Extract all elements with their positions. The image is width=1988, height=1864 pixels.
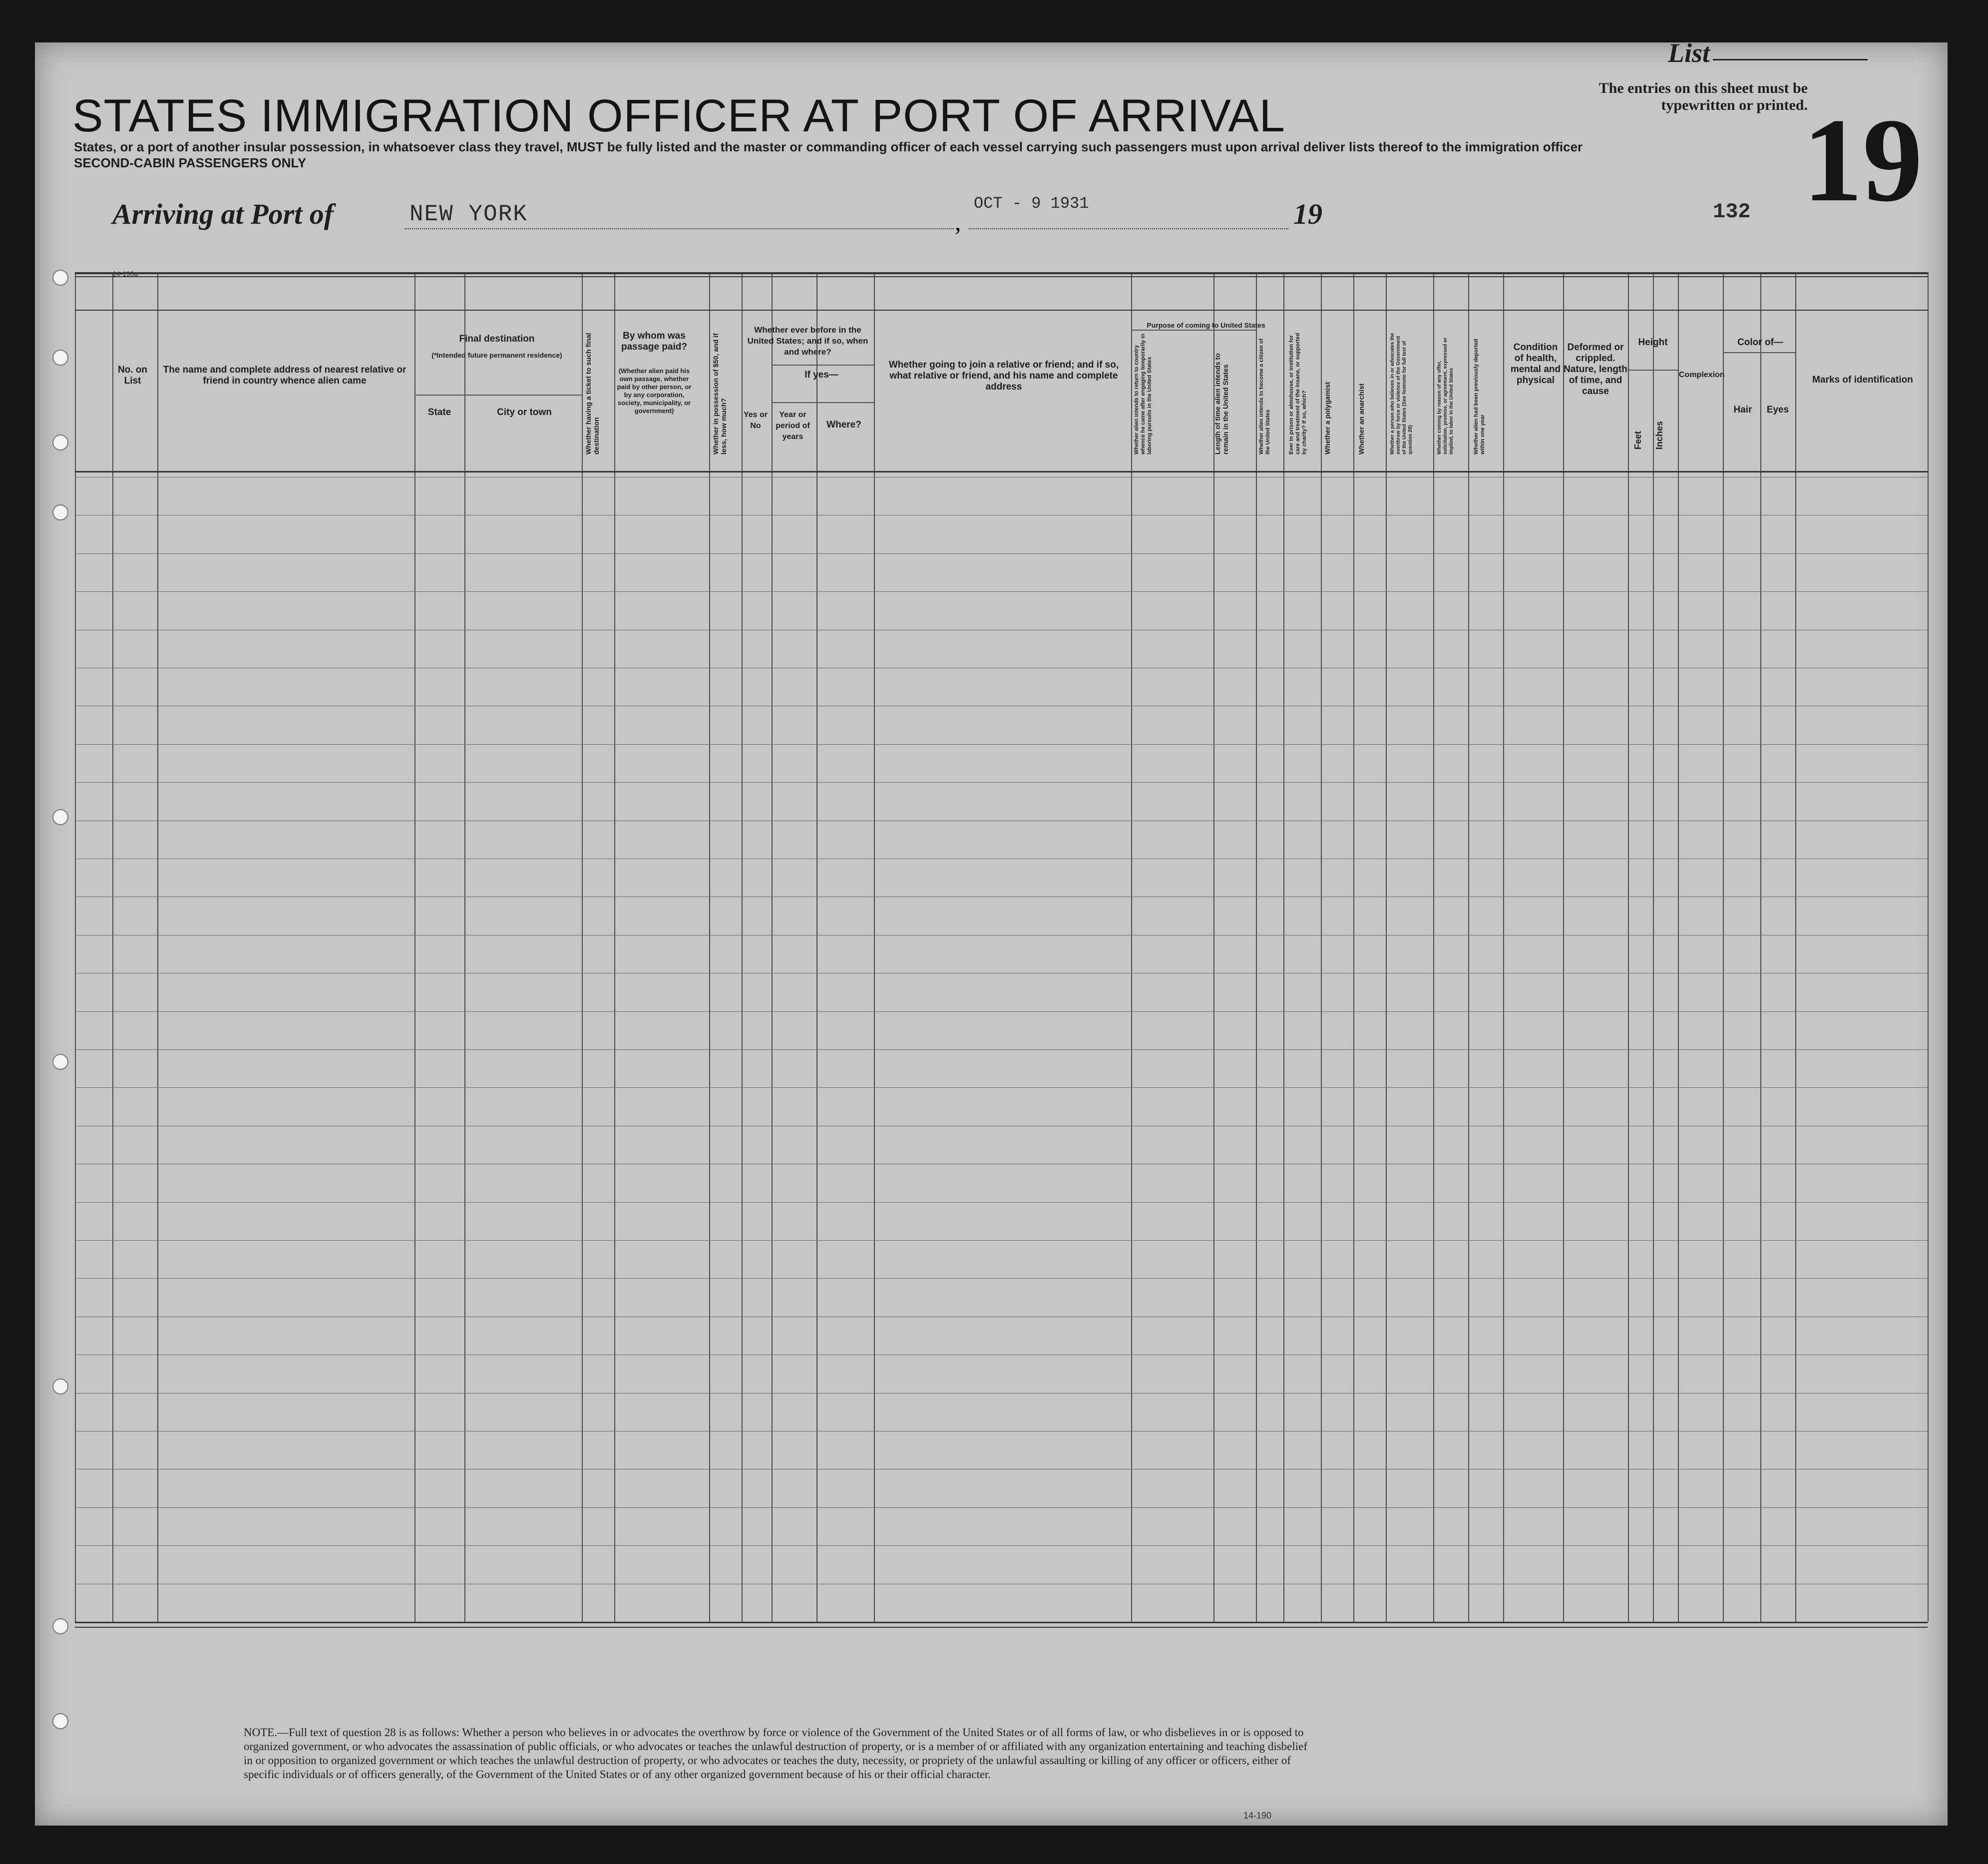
header-no-on-list: No. on List bbox=[117, 365, 148, 386]
year-prefix: 19 bbox=[1293, 198, 1322, 230]
row-divider bbox=[75, 1087, 1928, 1088]
row-divider bbox=[75, 1393, 1928, 1394]
header-city: City or town bbox=[497, 407, 552, 418]
column-divider bbox=[1131, 272, 1132, 1622]
column-divider bbox=[874, 272, 875, 1622]
column-divider bbox=[1563, 272, 1564, 1622]
row-divider bbox=[75, 1507, 1928, 1508]
footer-code: 14-190 bbox=[1243, 1811, 1272, 1821]
header-height: Height bbox=[1638, 337, 1668, 348]
header-inches: Inches bbox=[1654, 421, 1664, 450]
row-divider bbox=[75, 782, 1928, 783]
column-divider bbox=[1760, 272, 1761, 1622]
footnote: NOTE.—Full text of question 28 is as follows: Whether a person who believes in or advocates the overthrow by force or violence of the Government of the United States or of all forms of law, or who disbelieves in or is opposed to organized government, or who advocates the assassination of public officials, or who advocates or teaches the unlawful destruction of property, or is a member of or affiliated with any organization entertaining and teaching disbelief in or opposition to organized government or which teaches the unlawful destruction of property, or who advocates or teaches the duty, necessity, or propriety of the unlawful assaulting or killing of any officer or officers, either of specific individuals or of officers generally, of the Government of the United States or of any other organized government because of his or their official character. bbox=[244, 1726, 1308, 1781]
column-divider bbox=[1283, 272, 1284, 1622]
destination-subrule bbox=[414, 395, 582, 396]
column-divider bbox=[1928, 272, 1929, 1622]
binder-hole bbox=[52, 1713, 68, 1729]
column-divider bbox=[772, 272, 773, 1622]
column-divider bbox=[1386, 272, 1387, 1622]
header-passage-paid: By whom was passage paid? bbox=[621, 331, 687, 352]
header-top-rule bbox=[75, 272, 1928, 274]
header-ticket: Whether having a ticket to such final destination bbox=[584, 333, 600, 455]
ever-before-subrule bbox=[772, 365, 874, 366]
page-subtitle bbox=[74, 139, 1722, 171]
header-purpose-b: Length of time alien intends to remain in the United States bbox=[1213, 353, 1229, 455]
header-marks: Marks of identification bbox=[1812, 375, 1913, 385]
port-name: NEW YORK bbox=[409, 201, 528, 227]
binder-hole bbox=[52, 1379, 68, 1395]
column-divider bbox=[1468, 272, 1469, 1622]
header-condition: Condition of health, mental and physical bbox=[1510, 342, 1561, 386]
header-period-years: Year or period of years bbox=[776, 411, 810, 441]
height-subrule bbox=[1628, 370, 1678, 371]
header-color-of: Color of— bbox=[1737, 337, 1783, 348]
header-overthrow: Whether a person who believes in or advocates the overthrow by force or violence of the Government of the United States (See footnote for full text of question 28) bbox=[1390, 333, 1413, 455]
header-eyes: Eyes bbox=[1766, 405, 1789, 415]
binder-hole bbox=[52, 809, 68, 825]
table-bottom-rule bbox=[75, 1627, 1928, 1628]
row-divider bbox=[75, 1240, 1928, 1241]
header-deformed: Deformed or crippled. Nature, length of time, and cause bbox=[1564, 342, 1627, 397]
binder-hole bbox=[52, 270, 68, 286]
column-divider bbox=[1653, 272, 1654, 1622]
form-code: 14-190a bbox=[112, 270, 138, 278]
port-line bbox=[404, 228, 954, 229]
column-divider bbox=[1256, 272, 1257, 1622]
row-divider bbox=[75, 1278, 1928, 1279]
binder-hole bbox=[52, 1618, 68, 1634]
date-line bbox=[969, 228, 1288, 229]
header-purpose: Purpose of coming to United States bbox=[1147, 321, 1265, 329]
header-feet: Feet bbox=[1633, 431, 1643, 450]
column-divider bbox=[1433, 272, 1434, 1622]
arrival-date: OCT - 9 1931 bbox=[974, 194, 1089, 213]
column-divider bbox=[816, 272, 817, 1622]
header-hair: Hair bbox=[1733, 405, 1752, 415]
header-yes-or-no: Yes or No bbox=[743, 411, 768, 430]
row-divider bbox=[75, 553, 1928, 554]
row-divider bbox=[75, 1622, 1928, 1623]
column-divider bbox=[157, 272, 158, 1622]
header-deported: Whether alien had been previously deported within one year bbox=[1473, 339, 1486, 455]
column-divider bbox=[1321, 272, 1322, 1622]
header-complexion: Complexion bbox=[1679, 371, 1725, 379]
binder-hole bbox=[52, 350, 68, 366]
header-if-yes: If yes— bbox=[804, 370, 838, 380]
comma: , bbox=[955, 208, 961, 236]
row-divider bbox=[75, 1202, 1928, 1203]
column-divider bbox=[1795, 272, 1796, 1622]
header-prison: Ever in prison or almshouse, or institution for care and treatment of the insane, or supported by charity? If so, which? bbox=[1288, 333, 1307, 455]
list-code: 132 bbox=[1713, 200, 1751, 224]
column-divider bbox=[582, 272, 583, 1622]
row-divider bbox=[75, 1545, 1928, 1546]
column-number-rule bbox=[75, 310, 1928, 311]
header-bottom-rule bbox=[75, 471, 1928, 472]
header-purpose-a: Whether alien intends to return to country whence he came after engaging temporarily in laboring pursuits in the United States bbox=[1134, 333, 1153, 455]
header-money: Whether in possession of $50, and if less, how much? bbox=[712, 333, 728, 455]
column-divider bbox=[414, 272, 415, 1622]
header-passage-paid-note: (Whether alien paid his own passage, whether paid by other person, or by any corporation, society, municipality, or government) bbox=[617, 367, 692, 415]
column-divider bbox=[1723, 272, 1724, 1622]
header-top-rule-2 bbox=[75, 276, 1928, 277]
port-of-arrival-row bbox=[75, 194, 1773, 237]
header-contract: Whether coming by reason of any offer, solicitation, promise, or agreement, expressed or implied, to labor in the United States bbox=[1437, 338, 1454, 455]
arriving-label: Arriving at Port of bbox=[112, 198, 334, 230]
column-divider bbox=[709, 272, 710, 1622]
page-number: 19 bbox=[1803, 93, 1923, 226]
color-subrule bbox=[1723, 352, 1795, 353]
binder-hole bbox=[52, 1054, 68, 1070]
header-nearest-relative: The name and complete address of nearest relative or friend in country whence alien came bbox=[163, 365, 406, 386]
column-divider bbox=[1353, 272, 1354, 1622]
column-divider bbox=[1678, 272, 1679, 1622]
list-label: List bbox=[1668, 38, 1710, 68]
column-divider bbox=[1628, 272, 1629, 1622]
header-where: Where? bbox=[826, 420, 861, 430]
header-final-destination-note: (*Intended future permanent residence) bbox=[431, 351, 562, 359]
header-state: State bbox=[427, 407, 451, 418]
subtitle-line-1: States, or a port of another insular possession, in whatsoever class they travel, MUST be fully listed and the master or commanding officer of each vessel carrying such passengers must upon arrival deliver lists thereof to the immigration officer bbox=[74, 139, 1583, 154]
row-divider bbox=[75, 1011, 1928, 1012]
row-divider bbox=[75, 591, 1928, 592]
if-yes-subrule bbox=[772, 402, 874, 403]
column-divider bbox=[1503, 272, 1504, 1622]
header-ever-before: Whether ever before in the United States; and if so, when and where? bbox=[747, 325, 868, 357]
subtitle-line-2: SECOND-CABIN PASSENGERS ONLY bbox=[74, 155, 307, 170]
column-divider bbox=[75, 272, 76, 1622]
typewritten-instruction: The entries on this sheet must be typewritten or printed. bbox=[1598, 80, 1808, 113]
row-divider bbox=[75, 744, 1928, 745]
list-number-line bbox=[1713, 59, 1868, 60]
header-citizen: Whether alien intends to become a citizen of the United States bbox=[1258, 338, 1271, 455]
header-polygamist: Whether a polygamist bbox=[1323, 382, 1331, 455]
column-divider bbox=[742, 272, 743, 1622]
column-divider bbox=[614, 272, 615, 1622]
column-divider bbox=[1213, 272, 1214, 1622]
column-divider bbox=[112, 272, 113, 1622]
binder-hole bbox=[52, 435, 68, 451]
page-title: STATES IMMIGRATION OFFICER AT PORT OF ARRIVAL bbox=[72, 90, 1285, 141]
binder-hole bbox=[52, 504, 68, 520]
header-joining: Whether going to join a relative or friend; and if so, what relative or friend, and his name and complete address bbox=[888, 360, 1119, 392]
column-divider bbox=[464, 272, 465, 1622]
header-final-destination: Final destination bbox=[459, 334, 535, 344]
row-divider bbox=[75, 1049, 1928, 1050]
header-anarchist: Whether an anarchist bbox=[1357, 383, 1365, 455]
